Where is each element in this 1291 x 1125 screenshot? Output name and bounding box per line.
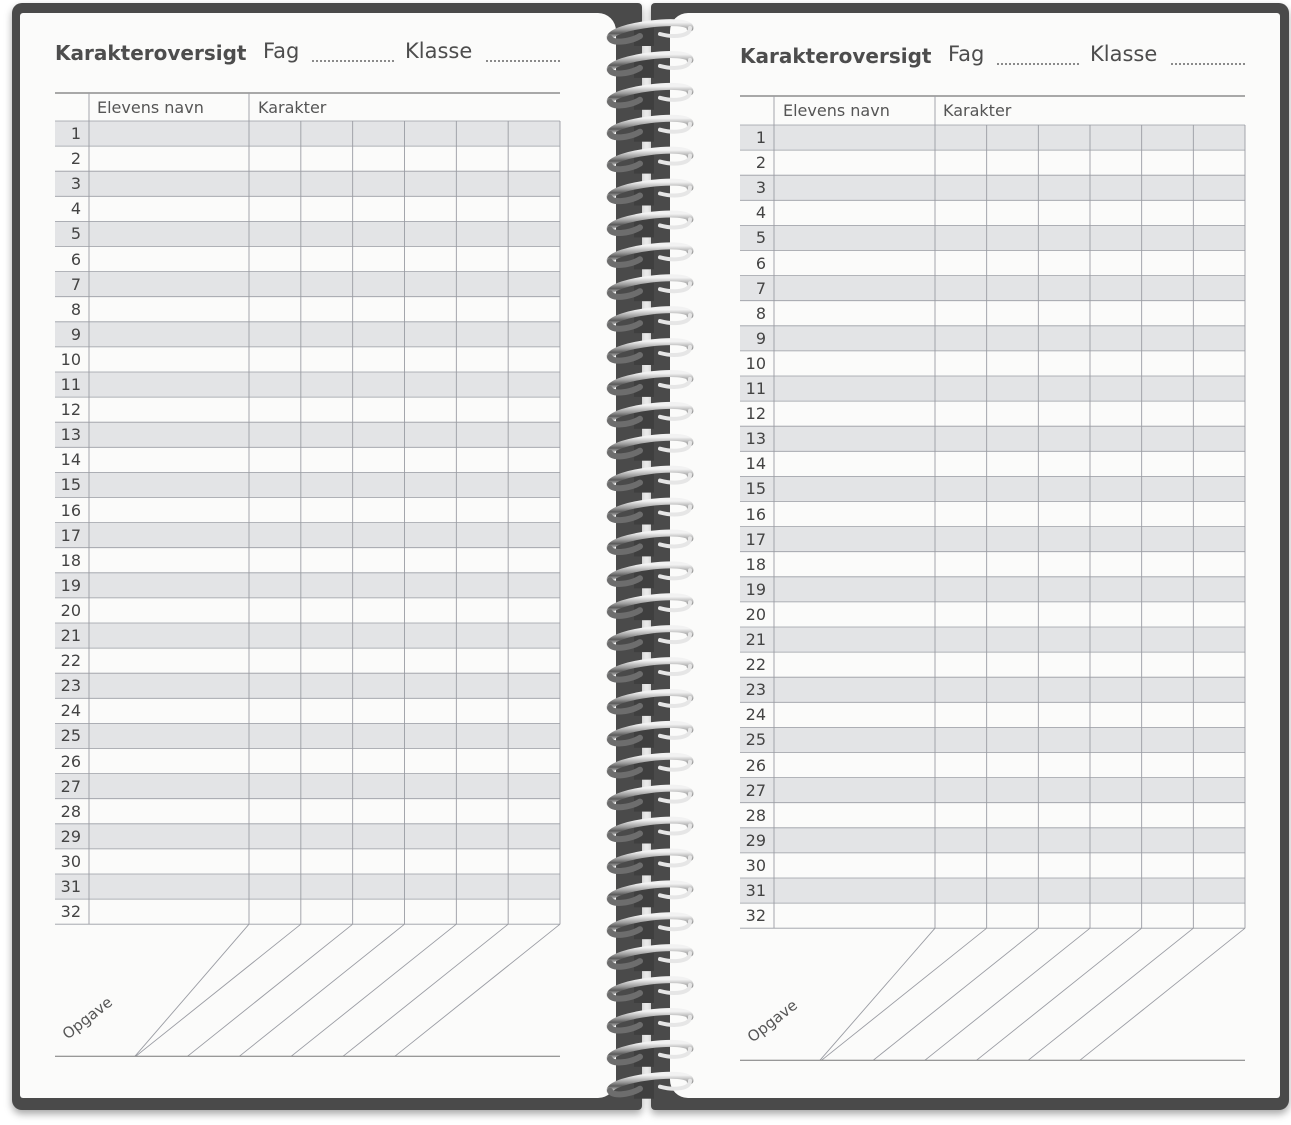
shaded-row (55, 573, 560, 598)
shaded-row (740, 778, 1245, 803)
shaded-row (55, 322, 560, 347)
page-title: Karakteroversigt (740, 44, 932, 68)
row-number: 1 (70, 124, 81, 143)
row-number: 13 (60, 425, 81, 445)
opgave-diagonal (822, 928, 987, 1060)
opgave-diagonal (136, 924, 301, 1056)
spiral-ring (610, 373, 690, 396)
row-number: 10 (745, 353, 766, 373)
opgave-diagonal (291, 924, 456, 1056)
spiral-coil-highlight (660, 156, 690, 164)
row-number: 15 (60, 475, 81, 495)
row-number: 26 (745, 755, 766, 775)
row-number: 14 (60, 450, 81, 470)
spiral-ring (610, 852, 690, 875)
spiral-coil-highlight (660, 251, 690, 259)
row-number: 21 (60, 626, 81, 645)
row-number: 22 (745, 655, 766, 675)
spiral-ring (610, 1011, 690, 1034)
row-number: 28 (60, 801, 81, 821)
row-number: 9 (70, 324, 81, 344)
spiral-coil-highlight (660, 794, 690, 802)
opgave-diagonal (925, 928, 1090, 1060)
spiral-ring (610, 1075, 690, 1098)
opgave-diagonal (820, 928, 935, 1060)
shaded-row (740, 326, 1245, 351)
spiral-coil-highlight (660, 60, 690, 68)
spiral-coil-highlight (660, 507, 690, 515)
shaded-row (740, 376, 1245, 401)
spiral-coil-highlight (660, 188, 690, 196)
row-number: 23 (745, 680, 766, 700)
row-number: 27 (745, 780, 766, 800)
spiral-coil-highlight (660, 347, 690, 355)
shaded-row (55, 523, 560, 548)
spiral-ring (610, 1043, 690, 1066)
row-number: 16 (745, 504, 766, 524)
row-number: 31 (60, 877, 81, 896)
row-number: 2 (70, 149, 81, 169)
row-number: 19 (745, 579, 766, 599)
spiral-coil-highlight (660, 379, 690, 387)
spiral-coil-highlight (660, 124, 690, 132)
row-number: 8 (755, 303, 766, 323)
spiral-ring (610, 724, 690, 747)
spiral-ring (610, 342, 690, 365)
spiral-coil-highlight (660, 570, 690, 578)
shaded-row (740, 828, 1245, 853)
row-number: 13 (745, 429, 766, 449)
shaded-row (55, 171, 560, 196)
opgave-diagonal (977, 928, 1142, 1060)
shaded-row (55, 723, 560, 748)
row-number: 18 (60, 550, 81, 570)
row-number: 16 (60, 500, 81, 520)
opgave-diagonal (1080, 928, 1245, 1060)
name-column-header: Elevens navn (97, 98, 204, 117)
spiral-coil-highlight (660, 985, 690, 993)
shaded-row (55, 272, 560, 297)
row-number: 14 (745, 454, 766, 474)
spiral-ring (610, 565, 690, 588)
spiral-ring (610, 692, 690, 715)
shaded-row (55, 121, 560, 146)
grade-column-header: Karakter (258, 98, 327, 117)
shaded-row (55, 472, 560, 497)
spiral-coil-highlight (660, 1049, 690, 1057)
spiral-coil-highlight (660, 538, 690, 546)
row-number: 11 (60, 375, 81, 394)
opgave-label: Opgave (743, 996, 801, 1046)
shaded-row (740, 476, 1245, 501)
spiral-ring (610, 788, 690, 811)
page-title: Karakteroversigt (55, 41, 247, 65)
shaded-row (740, 225, 1245, 250)
row-number: 9 (755, 328, 766, 348)
row-number: 27 (60, 776, 81, 796)
spiral-coil-highlight (660, 475, 690, 483)
shaded-row (55, 774, 560, 799)
name-column-header: Elevens navn (783, 101, 890, 120)
spiral-coil-highlight (660, 443, 690, 451)
row-number: 23 (60, 676, 81, 696)
row-number: 25 (745, 730, 766, 750)
row-number: 2 (755, 153, 766, 173)
row-number: 28 (745, 805, 766, 825)
spiral-coil-highlight (660, 730, 690, 738)
row-number: 24 (60, 701, 81, 721)
row-number: 3 (755, 178, 766, 198)
spiral-ring (610, 629, 690, 652)
row-number: 31 (745, 881, 766, 900)
row-number: 26 (60, 751, 81, 771)
row-number: 4 (70, 199, 81, 219)
spiral-ring (610, 54, 690, 77)
spiral-coil-highlight (660, 28, 690, 36)
spiral-ring (610, 756, 690, 779)
spiral-ring (610, 820, 690, 843)
spiral-ring (610, 661, 690, 684)
row-number: 25 (60, 726, 81, 746)
spiral-coil-highlight (660, 634, 690, 642)
klasse-label: Klasse (405, 39, 473, 63)
row-number: 5 (755, 228, 766, 248)
spiral-coil-highlight (660, 826, 690, 834)
spiral-ring (610, 214, 690, 237)
left-page (20, 13, 616, 1098)
spiral-ring (610, 310, 690, 333)
row-number: 19 (60, 575, 81, 595)
spiral-ring (610, 246, 690, 269)
row-number: 30 (745, 855, 766, 875)
opgave-diagonal (395, 924, 560, 1056)
spiral-coil-highlight (660, 953, 690, 961)
row-number: 7 (70, 274, 81, 294)
spiral-ring (610, 533, 690, 556)
row-number: 17 (745, 529, 766, 549)
row-number: 7 (755, 278, 766, 298)
spiral-coil-highlight (660, 921, 690, 929)
row-number: 29 (60, 826, 81, 846)
row-number: 1 (755, 128, 766, 147)
spiral-coil-highlight (660, 1081, 690, 1089)
shaded-row (740, 727, 1245, 752)
table-grid (20, 13, 640, 1103)
spiral-ring (610, 884, 690, 907)
opgave-diagonal (188, 924, 353, 1056)
shaded-row (55, 422, 560, 447)
shaded-row (740, 878, 1245, 903)
opgave-label: Opgave (58, 993, 116, 1043)
row-number: 4 (755, 203, 766, 223)
spiral-coil-highlight (660, 1017, 690, 1025)
spiral-ring (610, 405, 690, 428)
shaded-row (55, 824, 560, 849)
row-number: 22 (60, 651, 81, 671)
row-number: 20 (60, 600, 81, 620)
grade-column-header: Karakter (943, 101, 1012, 120)
shaded-row (55, 221, 560, 246)
shaded-row (740, 627, 1245, 652)
spiral-ring (610, 501, 690, 524)
spiral-coil-highlight (660, 92, 690, 100)
row-number: 15 (745, 479, 766, 499)
row-number: 32 (745, 906, 766, 926)
row-number: 6 (755, 253, 766, 273)
row-number: 29 (745, 830, 766, 850)
spiral-ring (610, 86, 690, 109)
shaded-row (740, 677, 1245, 702)
shaded-row (55, 623, 560, 648)
spiral-ring (610, 469, 690, 492)
spiral-coil-highlight (660, 857, 690, 865)
spiral-coil-highlight (660, 602, 690, 610)
spiral-coil-highlight (660, 315, 690, 323)
opgave-diagonal (873, 928, 1038, 1060)
fag-label: Fag (948, 42, 985, 66)
spiral-coil-highlight (660, 889, 690, 897)
spiral-coil-highlight (660, 698, 690, 706)
spiral-ring (610, 980, 690, 1003)
row-number: 6 (70, 249, 81, 269)
row-number: 18 (745, 554, 766, 574)
row-number: 11 (745, 379, 766, 398)
klasse-label: Klasse (1090, 42, 1158, 66)
row-number: 21 (745, 630, 766, 649)
shaded-row (740, 527, 1245, 552)
shaded-row (740, 276, 1245, 301)
row-number: 32 (60, 902, 81, 922)
spiral-ring (610, 278, 690, 301)
spiral-ring (610, 597, 690, 620)
spiral-coil-highlight (660, 666, 690, 674)
row-number: 24 (745, 705, 766, 725)
opgave-diagonal (240, 924, 405, 1056)
opgave-diagonal (1028, 928, 1193, 1060)
opgave-diagonal (135, 924, 249, 1056)
shaded-row (740, 426, 1245, 451)
shaded-row (55, 372, 560, 397)
shaded-row (740, 577, 1245, 602)
spiral-ring (610, 150, 690, 173)
spiral-ring (610, 437, 690, 460)
row-number: 12 (60, 400, 81, 420)
row-number: 10 (60, 349, 81, 369)
spiral-coil-highlight (660, 411, 690, 419)
row-number: 3 (70, 174, 81, 194)
row-number: 17 (60, 525, 81, 545)
spiral-coil-highlight (660, 283, 690, 291)
row-number: 5 (70, 224, 81, 244)
spiral-binding (600, 10, 700, 1100)
shaded-row (740, 175, 1245, 200)
fag-label: Fag (263, 39, 300, 63)
row-number: 12 (745, 404, 766, 424)
spiral-ring (610, 182, 690, 205)
spiral-ring (610, 916, 690, 939)
spiral-ring (610, 23, 690, 46)
row-number: 20 (745, 604, 766, 624)
spiral-coil-highlight (660, 219, 690, 227)
spiral-ring (610, 118, 690, 141)
shaded-row (740, 125, 1245, 150)
spiral-coil-highlight (660, 762, 690, 770)
shaded-row (55, 673, 560, 698)
spiral-ring (610, 948, 690, 971)
opgave-diagonal (343, 924, 508, 1056)
right-page (670, 13, 1280, 1098)
shaded-row (55, 874, 560, 899)
row-number: 30 (60, 851, 81, 871)
row-number: 8 (70, 299, 81, 319)
